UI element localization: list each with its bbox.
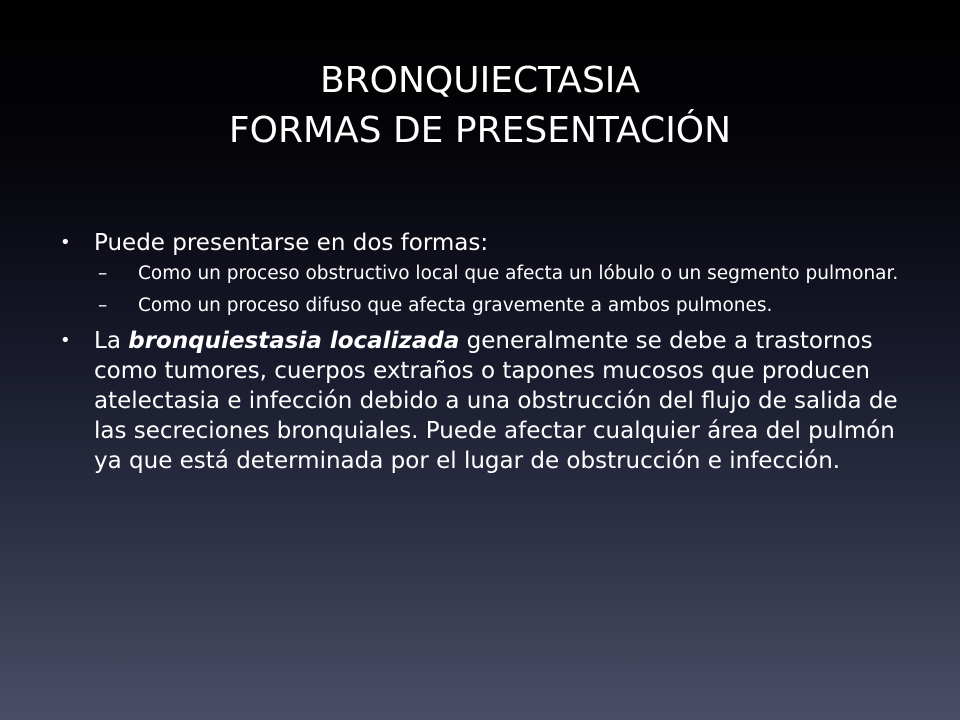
sub-item-marker: –	[98, 263, 108, 284]
sub-item-marker: –	[98, 295, 108, 316]
bullet-marker: •	[60, 232, 71, 253]
slide-body	[58, 228, 918, 484]
slide-title-line-2: FORMAS DE PRESENTACIÓN	[228, 110, 732, 151]
bullet-item-forms	[58, 228, 918, 318]
bullet-text-forms: Puede presentarse en dos formas:	[94, 230, 489, 256]
sub-list-forms	[94, 262, 918, 318]
sub-item-local	[94, 262, 918, 286]
bullet-marker: •	[60, 330, 71, 351]
slide-title-line-1: BRONQUIECTASIA	[319, 60, 641, 101]
bullet-text-localized-rest: generalmente se debe a trastornos como tumores, cuerpos extraños o tapones mucosos que producen atelectasia e infección debido a una obstrucción del flujo de salida de las secreciones bronquiales. Puede afectar cualquier área del pulmón ya que está determinada por el lugar de obstrucción e infección.	[94, 328, 898, 474]
bullet-item-localized	[58, 326, 918, 476]
sub-item-text-diffuse: Como un proceso difuso que afecta gravemente a ambos pulmones.	[138, 295, 773, 316]
sub-item-diffuse	[94, 294, 918, 318]
slide-title	[0, 56, 960, 156]
bullet-text-localized-lead: La	[94, 328, 129, 354]
bullet-text-localized-emphasis: bronquiestasia localizada	[128, 328, 460, 354]
sub-item-text-local: Como un proceso obstructivo local que afecta un lóbulo o un segmento pulmonar.	[138, 263, 899, 284]
